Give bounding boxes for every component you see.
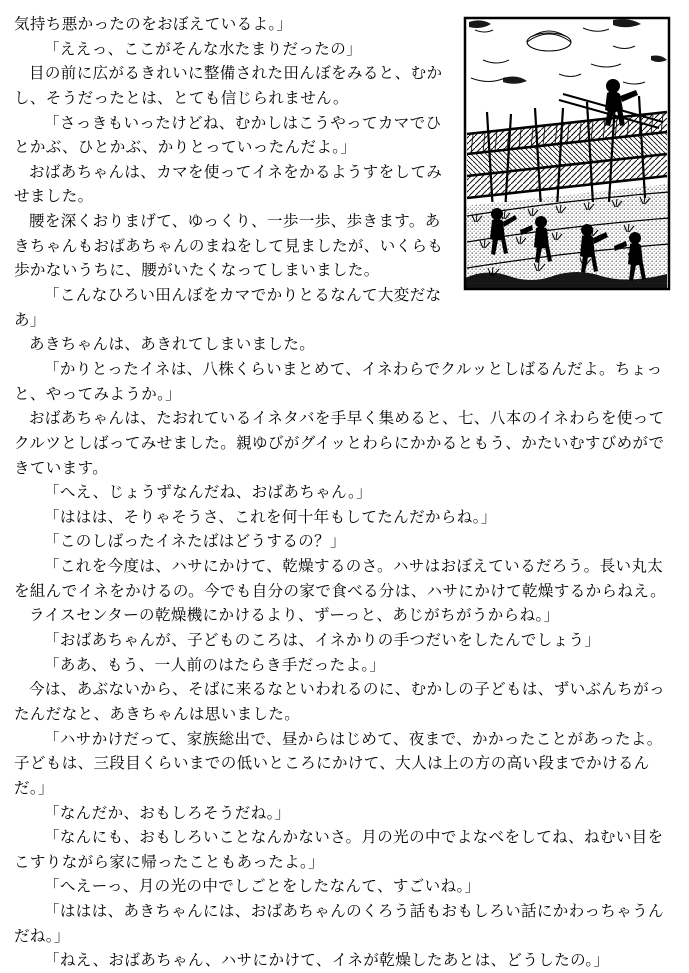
paragraph: 今は、あぶないから、そばに来るなといわれるのに、むかしの子どもは、ずいぶんちがったんだなと、あきちゃんは思いました。 bbox=[14, 680, 666, 723]
paragraph: 「おばあちゃんが、子どものころは、イネかりの手つだいをしたんでしょう」 bbox=[44, 631, 601, 650]
paragraph: あきちゃんは、あきれてしまいました。 bbox=[29, 335, 316, 354]
paragraph: 「ははは、あきちゃんには、おばあちゃんのくろう話もおもしろい話にかわっちゃうんだね。」 bbox=[14, 902, 664, 945]
paragraph: おばあちゃんは、カマを使ってイネをかるようすをしてみせました。 bbox=[14, 162, 443, 206]
paragraph: 「へえーっ、月の光の中でしごとをしたなんて、すごいね。」 bbox=[44, 877, 481, 896]
hasa-drying-rice-illustration bbox=[463, 16, 671, 291]
paragraph: ライスセンターの乾燥機にかけるより、ずーっと、あじがちがうからね。」 bbox=[29, 606, 560, 625]
paragraph: 「このしばったイネたばはどうするの？」 bbox=[44, 532, 346, 551]
paragraph: 「これを今度は、ハサにかけて、乾燥するのさ。ハサはおぼえているだろう。長い丸太を組んでイネをかけるの。今でも自分の家で食べる分は、ハサにかけて乾燥するからねえ。 bbox=[14, 557, 667, 600]
paragraph: 「こんなひろい田んぼをカマでかりとるなんて大変だなあ」 bbox=[14, 286, 442, 329]
paragraph: おばあちゃんは、たおれているイネタバを手早く集めると、七、八本のイネわらを使ってクルツとしばってみせました。親ゆびがグイッとわらにかかるともう、かたいむすびめができています。 bbox=[14, 409, 665, 477]
paragraph: 気持ち悪かったのをおぼえているよ。」 bbox=[14, 15, 293, 33]
paragraph: 「かりとったイネは、八株くらいまとめて、イネわらでクルッとしばるんだよ。ちょっと、やってみようか。」 bbox=[14, 359, 663, 403]
paragraph: 「へえ、じょうずなんだね、おばあちゃん。」 bbox=[44, 483, 373, 502]
paragraph: 目の前に広がるきれいに整備された田んぼをみると、むかし、そうだったとは、とても信じられません。 bbox=[14, 64, 443, 107]
paragraph: 「ああ、もう、一人前のはたらき手だったよ。」 bbox=[44, 655, 386, 674]
paragraph: 腰を深くおりまげて、ゆっくり、一歩一歩、歩きます。あきちゃんもおばあちゃんのまねをして見ましたが、いくらも歩かないうちに、腰がいたくなってしまいました。 bbox=[14, 212, 444, 280]
paragraph: 「なんだか、おもしろそうだね。」 bbox=[44, 803, 291, 822]
paragraph: 「さっきもいったけどね、むかしはこうやってカマでひとかぶ、ひとかぶ、かりとっていったんだよ。」 bbox=[14, 113, 442, 157]
paragraph: 「なんにも、おもしろいことなんかないさ。月の光の中でよなべをしてね、ねむい目をこすりながら家に帰ったこともあったよ。」 bbox=[14, 828, 664, 871]
paragraph: 「ははは、そりゃそうさ、これを何十年もしてたんだからね。」 bbox=[44, 507, 497, 526]
paragraph: 「ハサかけだって、家族総出で、昼からはじめて、夜まで、かかったことがあったよ。子どもは、三段目くらいまでの低いところにかけて、大人は上の方の高い段までかけるんだ。」 bbox=[14, 729, 663, 797]
paragraph: 「ええっ、ここがそんな水たまりだったの」 bbox=[44, 39, 363, 58]
paragraph: 「ねえ、おばあちゃん、ハサにかけて、イネが乾燥したあとは、どうしたの。」 bbox=[44, 951, 610, 970]
